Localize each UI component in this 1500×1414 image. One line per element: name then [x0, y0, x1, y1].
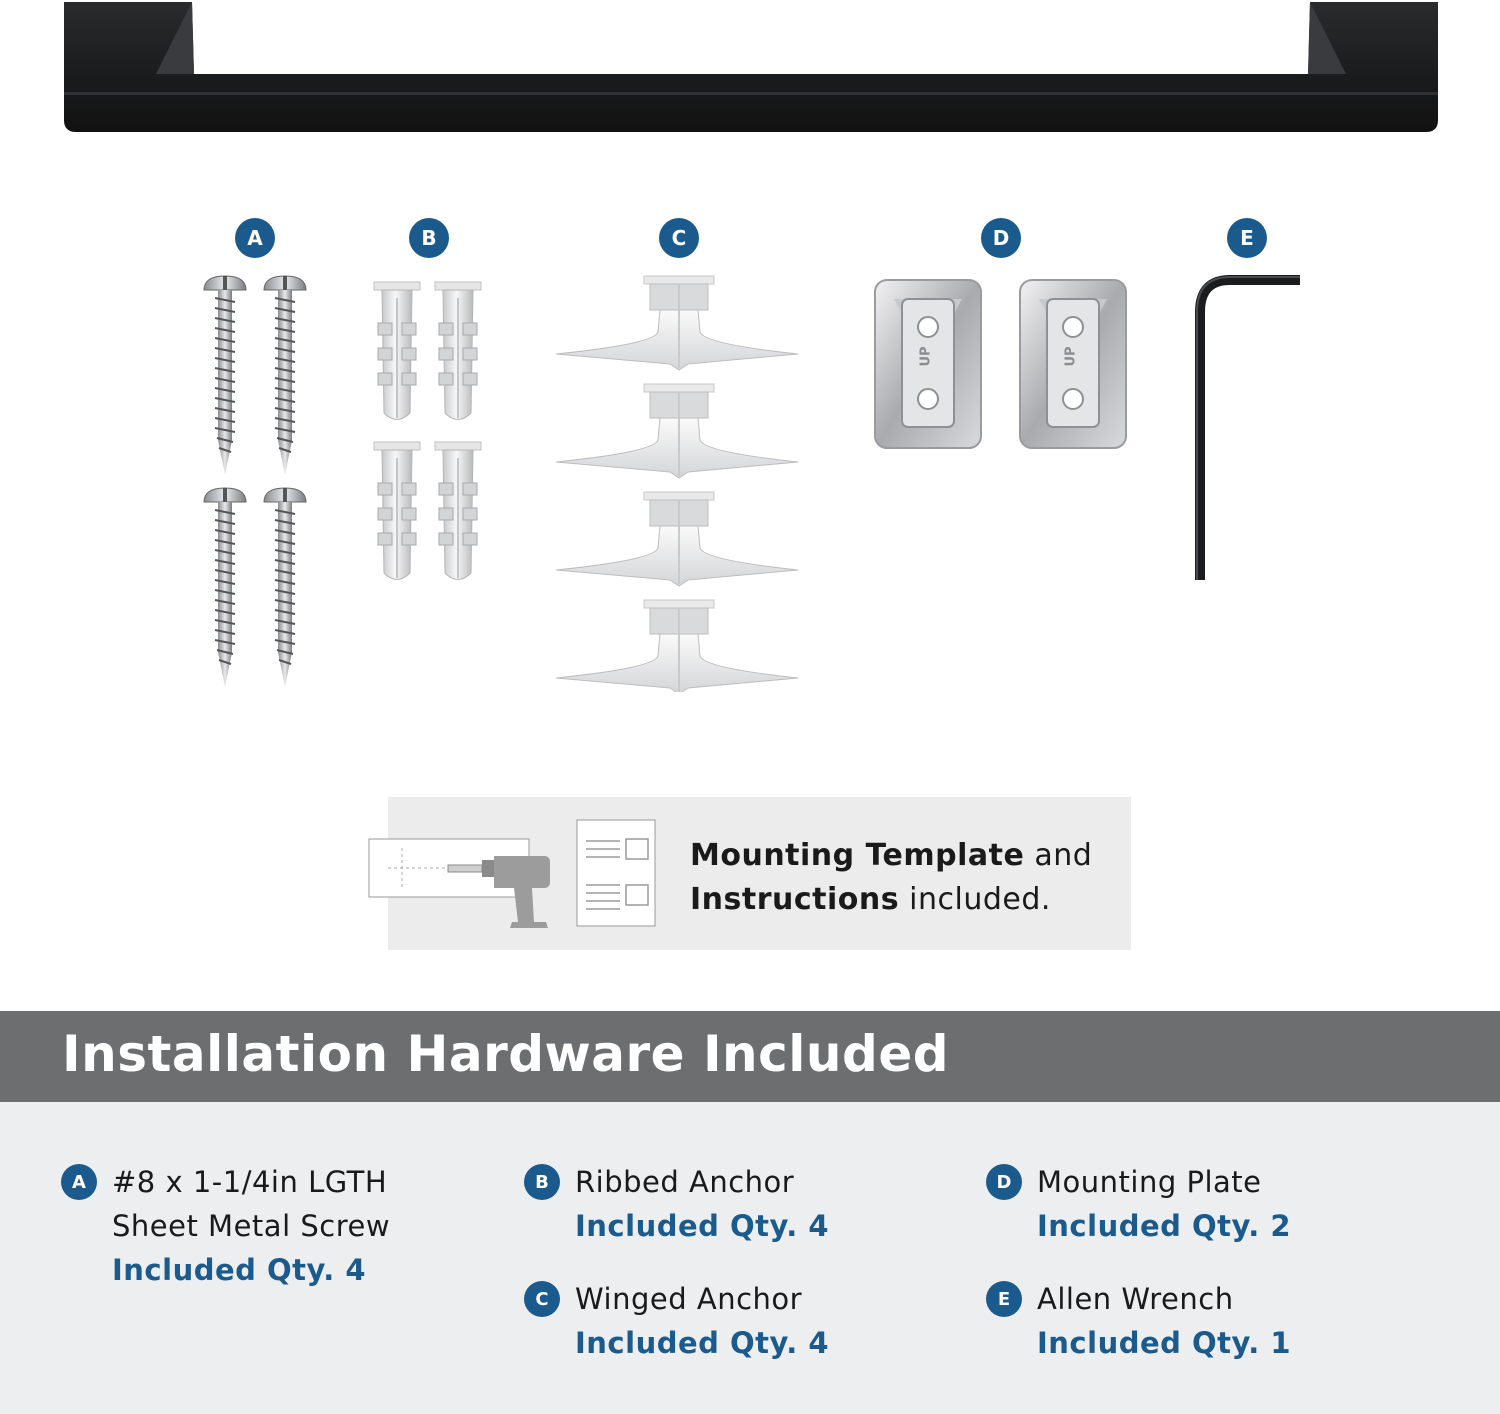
item-d-qty: Included Qty. 2	[1037, 1209, 1292, 1243]
plate-up-marking: UP	[1063, 346, 1079, 367]
winged-anchor-icon	[556, 384, 798, 478]
item-a-qty: Included Qty. 4	[112, 1253, 367, 1287]
item-b-badge: B	[524, 1164, 560, 1200]
screw-icon	[264, 276, 306, 475]
item-a-badge: A	[61, 1164, 97, 1200]
template-rest-2: included.	[899, 882, 1051, 917]
plate-up-marking: UP	[918, 346, 934, 367]
screw-icon	[264, 488, 306, 687]
winged-anchor-icon	[556, 492, 798, 586]
allen-wrench-icon	[1190, 272, 1305, 587]
item-c-name: Winged Anchor	[575, 1282, 803, 1316]
winged-anchor-icon	[556, 276, 798, 370]
item-a-name-2: Sheet Metal Screw	[112, 1209, 391, 1243]
ribbed-anchors-group	[368, 278, 493, 593]
banner-title: Installation Hardware Included	[62, 1025, 950, 1083]
drawer-pull-handle	[60, 0, 1442, 135]
drill-icon	[368, 838, 554, 930]
mounting-plates-group	[870, 275, 1132, 451]
label-c-badge: C	[659, 218, 699, 258]
winged-anchors-group	[548, 272, 813, 692]
item-b-qty: Included Qty. 4	[575, 1209, 830, 1243]
screw-icon	[204, 276, 246, 475]
item-d-badge: D	[986, 1164, 1022, 1200]
item-e-qty: Included Qty. 1	[1037, 1326, 1292, 1360]
item-d	[1037, 1160, 1291, 1248]
label-a-badge: A	[235, 218, 275, 258]
template-bold-1: Mounting Template	[690, 838, 1025, 873]
item-b-name: Ribbed Anchor	[575, 1165, 795, 1199]
item-e	[1037, 1277, 1291, 1365]
winged-anchor-icon	[556, 600, 798, 692]
screw-icon	[204, 488, 246, 687]
item-e-badge: E	[986, 1281, 1022, 1317]
item-c-badge: C	[524, 1281, 560, 1317]
screws-group	[195, 270, 315, 690]
ribbed-anchor-icon	[435, 442, 481, 580]
label-d-badge: D	[981, 218, 1021, 258]
ribbed-anchor-icon	[435, 282, 481, 420]
item-c	[575, 1277, 829, 1365]
item-c-qty: Included Qty. 4	[575, 1326, 830, 1360]
item-a	[112, 1160, 390, 1292]
ribbed-anchor-icon	[374, 442, 420, 580]
template-bold-2: Instructions	[690, 882, 900, 917]
template-rest-1: and	[1024, 838, 1093, 873]
item-b	[575, 1160, 829, 1248]
item-a-name-1: #8 x 1-1/4in LGTH	[112, 1165, 388, 1199]
label-b-badge: B	[409, 218, 449, 258]
item-e-name: Allen Wrench	[1037, 1282, 1234, 1316]
label-e-badge: E	[1227, 218, 1267, 258]
section-banner	[0, 1011, 1500, 1102]
instructions-sheet-icon	[576, 819, 658, 929]
item-d-name: Mounting Plate	[1037, 1165, 1262, 1199]
ribbed-anchor-icon	[374, 282, 420, 420]
mounting-template-caption	[690, 834, 1092, 922]
